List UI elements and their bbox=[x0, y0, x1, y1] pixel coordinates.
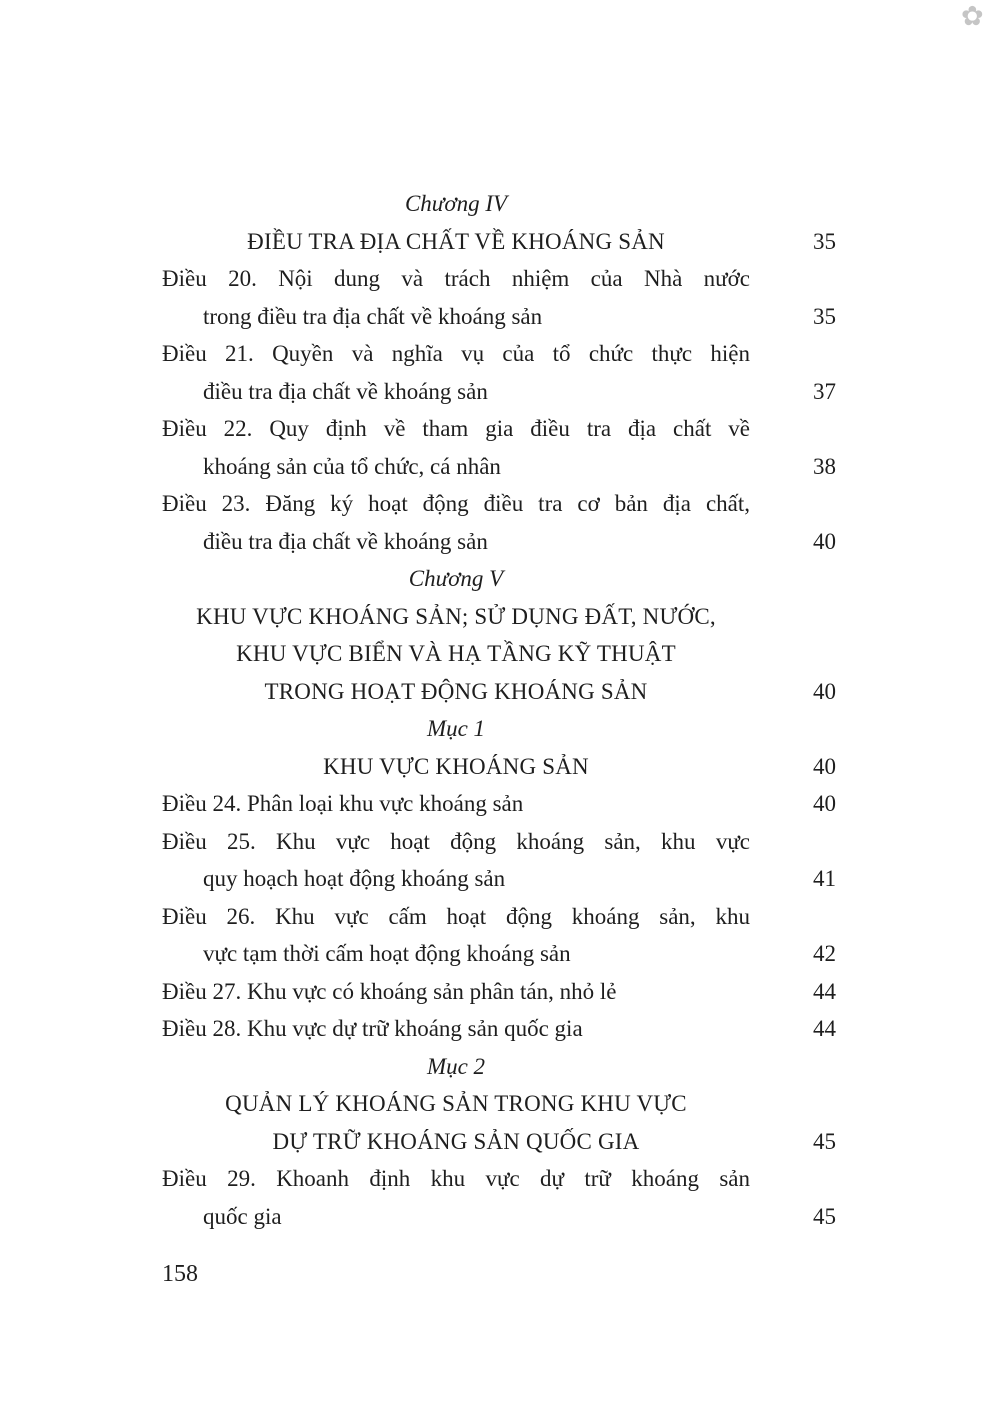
toc-page-number: 42 bbox=[813, 941, 836, 966]
toc-entry-text bbox=[162, 185, 750, 223]
toc-line: Mục 1 bbox=[426, 716, 486, 741]
toc-line: Điều 21. Quyền và nghĩa vụ của tổ chức thực hiện bbox=[162, 341, 750, 366]
toc-line: Chương IV bbox=[404, 191, 508, 216]
toc-page-number: 38 bbox=[813, 453, 836, 479]
toc-entry-text bbox=[162, 1160, 750, 1235]
toc-entry-text bbox=[162, 598, 750, 711]
toc-line: Điều 22. Quy định về tham gia điều tra địa chất về bbox=[162, 416, 750, 441]
toc-entry-text bbox=[162, 260, 750, 335]
toc-article bbox=[162, 898, 836, 973]
footer-page-number: 158 bbox=[162, 1261, 198, 1287]
toc-list bbox=[162, 185, 836, 1235]
toc-line: ĐIỀU TRA ĐỊA CHẤT VỀ KHOÁNG SẢN bbox=[247, 228, 665, 254]
toc-entry-text bbox=[162, 1010, 750, 1048]
toc-entry-text bbox=[162, 748, 750, 786]
toc-entry-text bbox=[162, 898, 750, 973]
toc-page-number: 44 bbox=[813, 1016, 836, 1041]
toc-line: KHU VỰC KHOÁNG SẢN; SỬ DỤNG ĐẤT, NƯỚC, bbox=[196, 603, 716, 629]
toc-line: KHU VỰC BIỂN VÀ HẠ TẦNG KỸ THUẬT bbox=[236, 641, 676, 666]
toc-entry-text bbox=[162, 785, 750, 823]
toc-page-number: 41 bbox=[813, 866, 836, 891]
toc-entry-text bbox=[162, 973, 750, 1011]
toc-line: điều tra địa chất về khoáng sản bbox=[203, 378, 488, 404]
toc-line: Mục 2 bbox=[426, 1053, 486, 1079]
toc-article bbox=[162, 335, 836, 410]
toc-article bbox=[162, 973, 836, 1011]
toc-entry-text bbox=[162, 335, 750, 410]
toc-article bbox=[162, 1010, 836, 1048]
toc-entry-text bbox=[162, 223, 750, 261]
toc-entry-text bbox=[162, 1048, 750, 1086]
toc-page-number: 40 bbox=[813, 791, 836, 816]
toc-entry-text bbox=[162, 710, 750, 748]
toc-entry-text bbox=[162, 1085, 750, 1160]
toc-section-title bbox=[162, 1085, 836, 1160]
toc-article bbox=[162, 410, 836, 485]
toc-entry-text bbox=[162, 485, 750, 560]
toc-line: QUẢN LÝ KHOÁNG SẢN TRONG KHU VỰC bbox=[225, 1091, 687, 1116]
toc-entry-text bbox=[162, 560, 750, 598]
toc-line: quy hoạch hoạt động khoáng sản bbox=[203, 866, 506, 891]
toc-line: Điều 20. Nội dung và trách nhiệm của Nhà nước bbox=[162, 266, 750, 291]
toc-page-number: 40 bbox=[813, 678, 836, 704]
toc-section-title bbox=[162, 748, 836, 786]
toc-entry-text bbox=[162, 823, 750, 898]
toc-entry-text bbox=[162, 410, 750, 485]
toc-line: Điều 25. Khu vực hoạt động khoáng sản, khu vực bbox=[162, 828, 750, 854]
toc-section-label bbox=[162, 710, 836, 748]
toc-line: KHU VỰC KHOÁNG SẢN bbox=[323, 753, 589, 779]
toc-chapter-title bbox=[162, 223, 836, 261]
toc-article bbox=[162, 823, 836, 898]
toc-line: Điều 27. Khu vực có khoáng sản phân tán, nhỏ lẻ bbox=[162, 978, 617, 1004]
toc-article bbox=[162, 260, 836, 335]
toc-line: Điều 23. Đăng ký hoạt động điều tra cơ bản địa chất, bbox=[162, 491, 750, 516]
toc-article bbox=[162, 785, 836, 823]
flower-icon: ✿ bbox=[961, 1, 984, 32]
toc-section-label bbox=[162, 1048, 836, 1086]
toc-line: khoáng sản của tổ chức, cá nhân bbox=[203, 453, 501, 479]
toc-page-number: 35 bbox=[813, 228, 836, 254]
toc-line: Điều 29. Khoanh định khu vực dự trữ khoáng sản bbox=[162, 1166, 750, 1191]
toc-page-number: 40 bbox=[813, 753, 836, 779]
toc-chapter-label bbox=[162, 560, 836, 598]
toc-line: Điều 28. Khu vực dự trữ khoáng sản quốc gia bbox=[162, 1016, 583, 1041]
toc-line: vực tạm thời cấm hoạt động khoáng sản bbox=[203, 941, 571, 966]
toc-line: Điều 26. Khu vực cấm hoạt động khoáng sản, khu bbox=[162, 903, 750, 929]
toc-line: Chương V bbox=[408, 566, 504, 591]
toc-line: TRONG HOẠT ĐỘNG KHOÁNG SẢN bbox=[264, 678, 648, 704]
toc-line: điều tra địa chất về khoáng sản bbox=[203, 528, 488, 554]
toc-chapter-label bbox=[162, 185, 836, 223]
toc-page-number: 44 bbox=[813, 978, 836, 1004]
toc-line: Điều 24. Phân loại khu vực khoáng sản bbox=[162, 791, 524, 816]
toc-page-number: 45 bbox=[813, 1128, 836, 1154]
toc-article bbox=[162, 485, 836, 560]
toc-line: trong điều tra địa chất về khoáng sản bbox=[203, 303, 543, 329]
toc-page-number: 37 bbox=[813, 378, 836, 404]
toc-line: quốc gia bbox=[203, 1203, 282, 1229]
toc-page-number: 40 bbox=[813, 528, 836, 554]
toc-page-number: 45 bbox=[813, 1203, 836, 1229]
toc-article bbox=[162, 1160, 836, 1235]
toc-chapter-title bbox=[162, 598, 836, 711]
toc-page-number: 35 bbox=[813, 303, 836, 329]
toc-line: DỰ TRỮ KHOÁNG SẢN QUỐC GIA bbox=[272, 1128, 640, 1154]
